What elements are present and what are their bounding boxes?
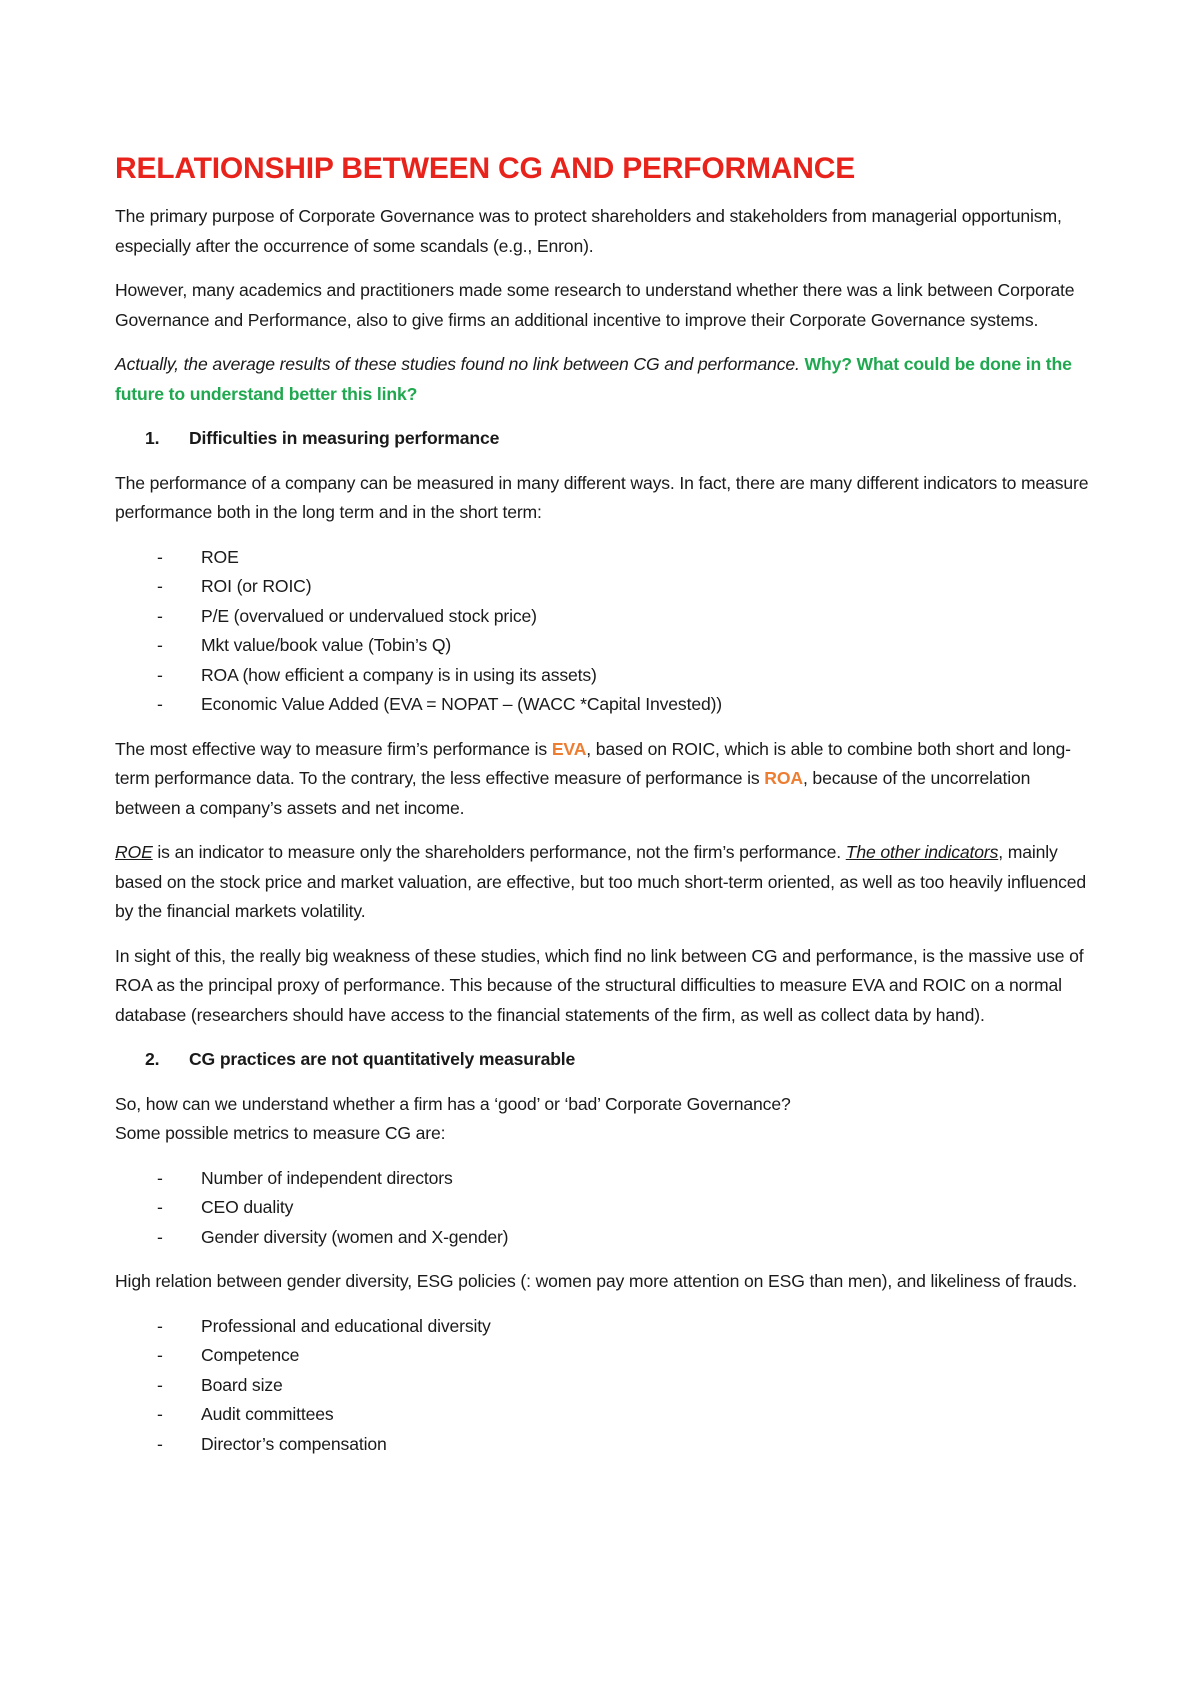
paragraph-results [115,350,1095,409]
list-item-text: Board size [201,1374,283,1395]
paragraph-roe [115,838,1095,927]
results-period: . [795,354,800,374]
list-item [115,1400,1095,1430]
list-item [115,602,1095,632]
dash-bullet: - [157,1433,163,1454]
results-question-highlight: Why? What could be done in the future to understand better this link? [115,354,1072,404]
list-item [115,1193,1095,1223]
list-item-text: Audit committees [201,1404,334,1424]
list-item [115,1341,1095,1371]
dash-bullet: - [157,664,163,685]
paragraph-purpose: The primary purpose of Corporate Governance was to protect shareholders and stakeholders from managerial opportunism, especially after the occurrence of some scandals (e.g., Enron). [115,206,1062,256]
roe-underlined: ROE [115,842,153,862]
paragraph-good-bad-question: So, how can we understand whether a firm has a ‘good’ or ‘bad’ Corporate Governance? [115,1093,791,1114]
dash-bullet: - [157,605,163,626]
roe-text-b: , mainly based on the stock price and market valuation, are effective, but too much short-term oriented, as well as too heavily influenced by the financial markets volatility. [115,842,1087,921]
list-item-text: ROA (how efficient a company is in using its assets) [201,664,597,685]
results-italic-text: Actually, the average results of these studies found no link between CG and performance [115,354,796,374]
list-item [115,1430,1095,1460]
roe-text-a: is an indicator to measure only the shareholders performance, not the firm’s performance. [152,842,846,862]
list-item-text: Mkt value/book value (Tobin’s Q) [201,635,452,655]
eva-highlight: EVA [551,738,587,759]
list-item-text: P/E (overvalued or undervalued stock price) [201,605,537,626]
dash-bullet: - [157,576,163,596]
dash-bullet: - [157,1226,163,1247]
list-item-text: Gender diversity (women and X-gender) [201,1226,509,1247]
paragraph-research: However, many academics and practitioners made some research to understand whether there was a link between Corporate Governance and Performance, also to give firms an additional incentive to improve their Corporate Governance systems. [115,280,1075,330]
list-item [115,661,1095,691]
list-item-text: Economic Value Added (EVA = NOPAT – (WACC *Capital Invested)) [201,694,723,714]
list-item [115,1223,1095,1253]
list-item-text: Professional and educational diversity [201,1315,491,1336]
performance-indicator-list [115,543,1095,720]
section-number: 2. [145,1049,160,1069]
list-item-text: CEO duality [201,1197,294,1217]
list-item [115,543,1095,573]
dash-bullet: - [157,1197,163,1217]
dash-bullet: - [157,1404,163,1424]
roa-highlight: ROA [764,768,803,788]
dash-bullet: - [157,1374,163,1395]
dash-bullet: - [157,1315,163,1336]
section-heading-2 [115,1045,1095,1075]
dash-bullet: - [157,546,163,567]
cg-metrics-list-continued [115,1312,1095,1460]
paragraph-gender-diversity: High relation between gender diversity, ESG policies (: women pay more attention on ESG than men), and likeliness of frauds. [115,1271,1077,1291]
list-item [115,1164,1095,1194]
cg-metrics-list [115,1164,1095,1253]
section-number: 1. [145,428,160,448]
paragraph-eva-roa [115,735,1095,824]
list-item-text: Number of independent directors [201,1167,453,1188]
list-item [115,631,1095,661]
section-title: Difficulties in measuring performance [189,428,500,448]
other-indicators-underlined: The other indicators [845,842,999,862]
eva-text-b: , based on ROIC, which is able to combine both short and long-term performance data. To the contrary, the less effective measure of performance is [115,738,1071,788]
eva-text-a: The most effective way to measure firm’s performance is [115,738,552,759]
dash-bullet: - [157,1345,163,1365]
dash-bullet: - [157,1167,163,1188]
list-item-text: ROE [201,546,239,567]
paragraph-metrics-intro: Some possible metrics to measure CG are: [115,1123,446,1143]
list-item-text: Competence [201,1345,300,1365]
dash-bullet: - [157,694,163,714]
section-title: CG practices are not quantitatively measurable [189,1049,576,1069]
paragraph-performance-ways: The performance of a company can be measured in many different ways. In fact, there are many different indicators to measure performance both in the long term and in the short term: [115,472,1089,522]
list-item [115,1371,1095,1401]
eva-text-c: , because of the uncorrelation between a company’s assets and net income. [115,768,1031,818]
list-item-text: Director’s compensation [201,1433,387,1454]
list-item [115,1312,1095,1342]
list-item-text: ROI (or ROIC) [201,576,312,596]
page-title: RELATIONSHIP BETWEEN CG AND PERFORMANCE [115,152,856,185]
dash-bullet: - [157,635,163,655]
list-item [115,690,1095,720]
paragraph-weakness: In sight of this, the really big weakness of these studies, which find no link between CG and performance, is the massive use of ROA as the principal proxy of performance. This because of the structural difficulties to measure EVA and ROIC on a normal database (researchers should have access to the financial statements of the firm, as well as collect data by hand). [115,945,1084,1025]
list-item [115,572,1095,602]
section-heading-1 [115,424,1095,454]
